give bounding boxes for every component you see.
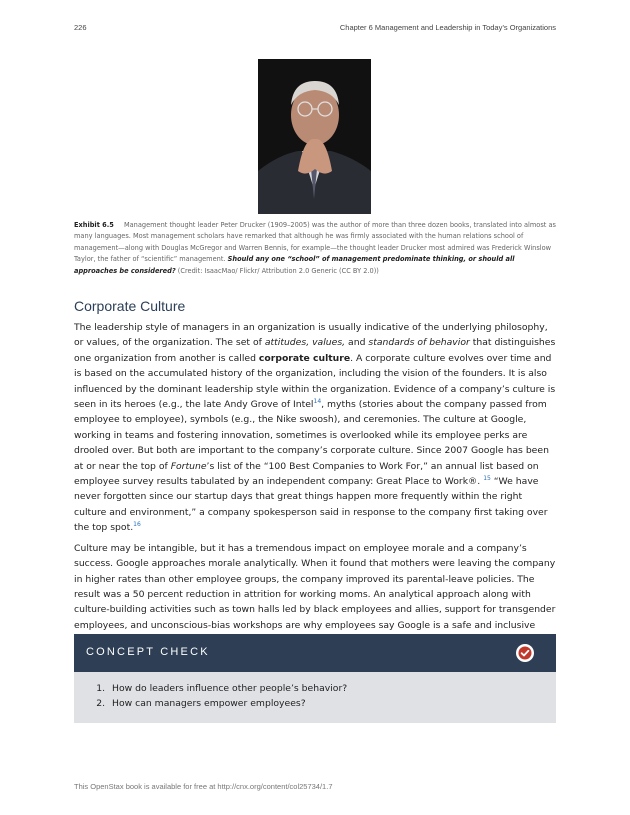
paragraph-1 [74,320,556,536]
list-item: 1. How do leaders influence other people’s behavior? [108,681,556,696]
exhibit-photo [258,59,371,214]
p1-text-h: , myths (stories about the company passed from employee to employee), symbols (e.g., the Nike swoosh), and ceremonies. The culture at Google, working in teams and fostering innovation, sometimes is overlooked while its employee perks are drooled over. But both are important to the company’s corporate culture. Since 2007 Google has been at or near the top of [74,399,549,472]
p1-bold-term: corporate culture [258,352,351,364]
p1-text-a: The leadership style of managers in an organization is usually indicative of the underlying philosophy, or values, of the organization. The set of [74,322,548,349]
p1-italic-standards: standards of behavior [368,337,470,349]
running-header: Chapter 6 Management and Leadership in Today’s Organizations [339,23,556,32]
check-circle-icon [516,644,534,662]
footnote-link-15[interactable]: 15 [483,475,491,483]
concept-check-panel [74,672,556,723]
concept-check-banner [74,634,556,672]
p1-italic-fortune: Fortune [170,460,207,472]
page-number: 226 [74,23,87,32]
p1-italic-attitudes: attitudes, values, [264,337,346,349]
footnote-link-16[interactable]: 16 [133,521,141,529]
page-footer: This OpenStax book is available for free at http://cnx.org/content/col25734/1.7 [74,782,333,791]
concept-check-box [74,634,556,723]
p1-text-e: that distinguishes one organization from another is called [74,337,556,364]
section-title: Corporate Culture [74,298,186,314]
exhibit-caption [74,220,556,277]
list-item: 2. How can managers empower employees? [108,696,556,711]
p1-text-j: ’s list of the “100 Best Companies to Work For,” an annual list based on employee survey results tabulated by an independent company: Great Place to Work®. [74,460,539,488]
p1-text-c: and [345,337,369,349]
caption-text: Management thought leader Peter Drucker (1909–2005) was the author of more than three dozen books, translated into almost as many languages. Most management scholars have remarked that although he was firmly associated with the human relations school of management—along with Douglas McGregor and Warren Bennis, for example—the thought leader Drucker most admired was Frederick Winslow Taylor, the father of “scientific” management. [74,221,556,264]
caption-credit: (Credit: IsaacMao/ Flickr/ Attribution 2.0 Generic (CC BY 2.0)) [177,266,379,275]
checkmark-icon [516,644,534,662]
p1-text-k: “We have never forgotten since our startup days that great things happen more frequently within the right culture and environment,” a company spokesperson said in response to the company first taking over the top spot. [74,476,548,534]
section-body [74,320,556,654]
concept-check-list [74,672,556,711]
portrait-illustration [258,59,371,214]
footnote-link-14[interactable]: 14 [313,398,322,406]
p2-text-a: Culture may be intangible, but it has a tremendous impact on employee morale and a company’s success. Google approaches morale analytically. When it found that mothers were leaving the company in higher rates than other employee groups, the company improved its parental-leave policies. The result was a 50 percent reduction in attrition for working moms. An analytical approach along with culture-building activities such as town halls led by black employees and allies, support for transgender employees, and unconscious-bias workshops are why employees say Google is a safe and inclusive [74,542,556,631]
caption-question: Should any one “school” of management predominate thinking, or should all approaches be considered? [74,255,515,275]
exhibit-label: Exhibit 6.5 [74,221,114,229]
paragraph-2 [74,541,556,649]
concept-check-title: CONCEPT CHECK [86,646,210,658]
p1-text-g: . A corporate culture evolves over time and is based on the accumulated history of the organization, including the vision of the founders. It is also influenced by the dominant leadership style within the organization. Evidence of a company’s culture is seen in its heroes (e.g., the late Andy Grove of Intel [74,352,556,411]
